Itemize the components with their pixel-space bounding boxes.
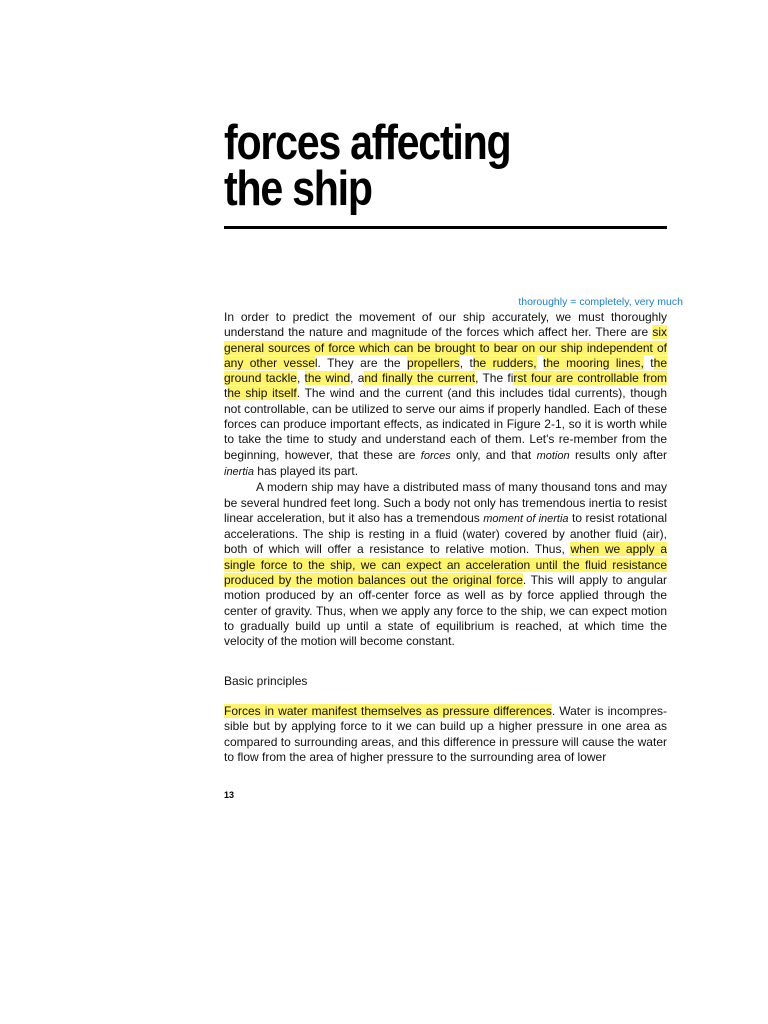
paragraph-2 bbox=[224, 480, 667, 649]
margin-annotation: thoroughly = completely, very much bbox=[518, 296, 683, 308]
highlighted-text: rst four are controllable from bbox=[513, 371, 668, 386]
text-run: l. They are the bbox=[314, 355, 408, 370]
text-run: , t bbox=[459, 355, 473, 370]
text-run: has played its part. bbox=[253, 463, 359, 478]
chapter-title bbox=[224, 116, 511, 216]
text-run: to resist rotational accelerations. The ship is resting in a fluid (water) covered by another fluid (air), both of which will offer a resistance to relative motion. Thus, bbox=[224, 510, 667, 557]
chapter-title-line-2: the ship bbox=[224, 162, 372, 216]
text-run: In order to predict the movement of our ship accurately, we must thoroughly understand the nature and magnitude of the forces which affect her. There are bbox=[224, 310, 667, 340]
text-run: , The fi bbox=[475, 371, 514, 386]
highlighted-text: he ship itself bbox=[227, 386, 297, 401]
highlighted-text: when we apply a single force to the ship, we can expect an acceleration until the fluid resistance produced by the motion balances out the original force bbox=[224, 542, 667, 588]
highlighted-text: the wind bbox=[304, 371, 351, 386]
chapter-title-line-1: forces affecting bbox=[224, 116, 511, 170]
body-text bbox=[224, 310, 667, 650]
highlighted-text: propellers bbox=[407, 355, 460, 370]
highlighted-text: he rudders, bbox=[472, 355, 537, 370]
text-run: A modern ship may have a distributed mass of many thousand tons and may be several hundred feet long. Such a body not only has tremendous inertia to resist linear acceleration, but it also has a tremendous bbox=[224, 480, 667, 525]
italic-term: moment of inertia bbox=[483, 512, 569, 525]
text-run: , a bbox=[350, 371, 365, 386]
text-run: . The wind and the current (and this includes tidal currents), though not controllable, can be utilized to serve our aims if properly handled. Each of these forces can produce important effects, as indicated in Figure 2-1, so it is worth while to take the time to study and understand each of them. Let's re-member from the beginning, however, that these are bbox=[224, 386, 668, 462]
italic-term: inertia bbox=[224, 465, 254, 478]
italic-term: motion bbox=[536, 449, 570, 462]
body-text-2 bbox=[224, 704, 667, 765]
highlighted-text: the mooring lines, bbox=[543, 355, 644, 370]
title-underline-rule bbox=[224, 226, 667, 229]
paragraph-1 bbox=[224, 310, 667, 480]
text-run: t bbox=[643, 355, 654, 370]
highlighted-text: Forces in water manifest themselves as pressure differences bbox=[224, 704, 552, 718]
text-run: , bbox=[296, 371, 305, 386]
highlighted-text: six general sources of force which can be brought to bear on our ship independent of any other vesse bbox=[224, 325, 667, 370]
text-run: results only after bbox=[569, 447, 667, 462]
italic-term: forces bbox=[420, 449, 451, 462]
text-run: . This will apply to angular motion produced by an off-center force as well as by force applied through the center of gravity. Thus, when we apply any force to the ship, we can expect motion to gradually build up until a state of equilibrium is reached, at which time the velocity of the motion will become constant. bbox=[224, 573, 667, 649]
text-run: only, and that bbox=[450, 447, 537, 462]
highlighted-text: he ground tackle bbox=[224, 355, 667, 386]
text-run: . Water is incompres-sible but by applying force to it we can build up a higher pressure in one area as compared to surrounding areas, and this difference in pressure will cause the water to flow from the area of higher pressure to the surrounding area of lower bbox=[224, 704, 667, 764]
page-number: 13 bbox=[224, 790, 235, 800]
section-heading: Basic principles bbox=[224, 674, 308, 688]
text-run: t bbox=[224, 386, 228, 401]
highlighted-text: nd finally the current bbox=[364, 371, 476, 386]
paragraph-3 bbox=[224, 704, 667, 765]
